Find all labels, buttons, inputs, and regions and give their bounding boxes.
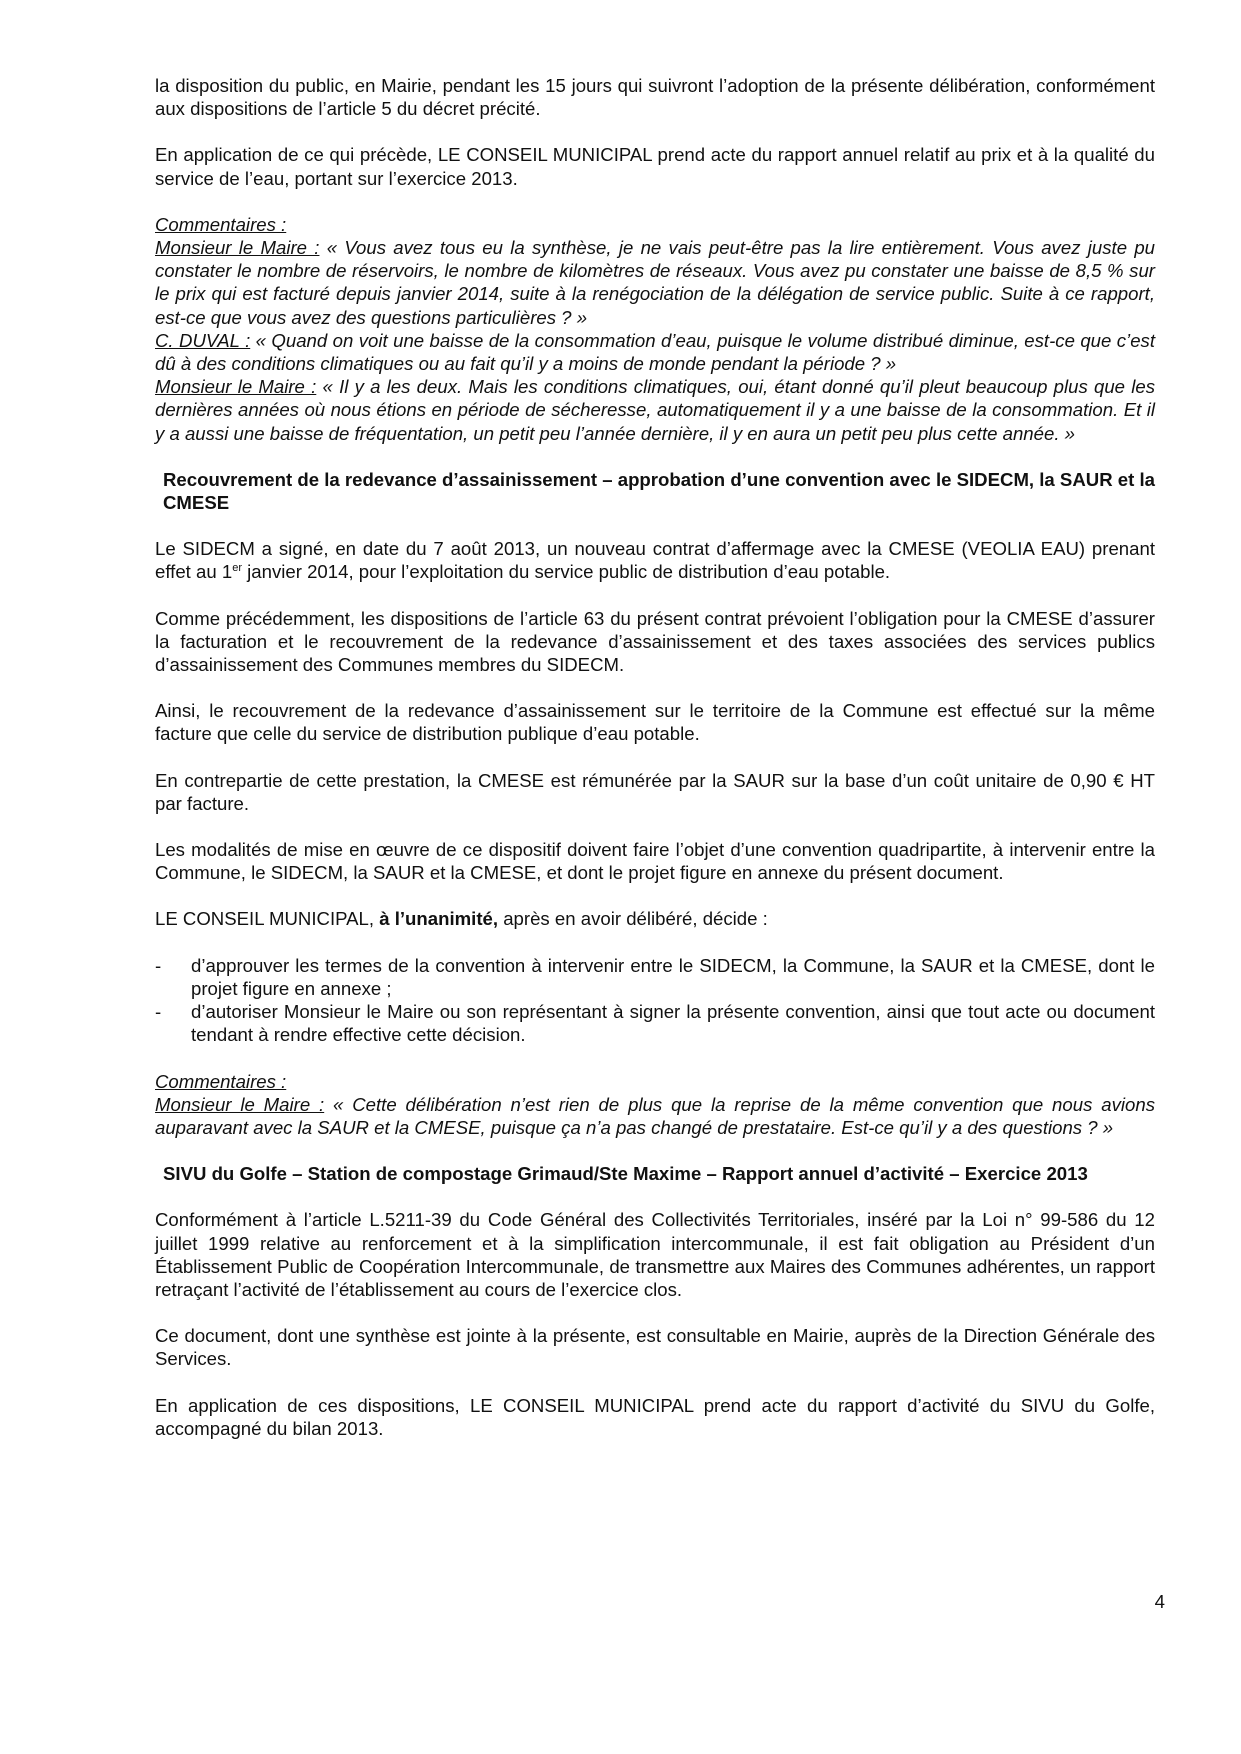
paragraph-7: Les modalités de mise en œuvre de ce dispositif doivent faire l’objet d’une convention quadripartite, à intervenir entre la Commune, le SIDECM, la SAUR et la CMESE, et dont le projet figure en annexe du présent document. [155,839,1155,884]
paragraph-3: Le SIDECM a signé, en date du 7 août 2013, un nouveau contrat d’affermage avec la CMESE (VEOLIA EAU) prenant effet au 1er janvier 2014, pour l’exploitation du service public de distribution d’eau potable. [155,538,1155,583]
comments-block-2 [155,1070,1155,1140]
list-item: - d’approuver les termes de la convention à intervenir entre le SIDECM, la Commune, la SAUR et la CMESE, dont le projet figure en annexe ; [155,954,1155,999]
paragraph-1: la disposition du public, en Mairie, pendant les 15 jours qui suivront l’adoption de la présente délibération, conformément aux dispositions de l’article 5 du décret précité. [155,75,1155,120]
comments-title: Commentaires : [155,1070,287,1092]
paragraph-5: Ainsi, le recouvrement de la redevance d’assainissement sur le territoire de la Commune est effectué sur la même facture que celle du service de distribution publique d’eau potable. [155,700,1155,745]
paragraph-2: En application de ce qui précède, LE CONSEIL MUNICIPAL prend acte du rapport annuel relatif au prix et à la qualité du service de l’eau, portant sur l’exercice 2013. [155,144,1155,189]
comment-mayor-2: Monsieur le Maire : « Il y a les deux. Mais les conditions climatiques, oui, étant donné qu’il pleut beaucoup plus que les dernières années où nous étions en période de sécheresse, automatiquement il y a une baisse de la consommation. Et il y a aussi une baisse de fréquentation, un petit peu l’année dernière, il y en aura un petit peu plus cette année. » [155,376,1155,444]
comment-mayor-1: Monsieur le Maire : « Vous avez tous eu la synthèse, je ne vais peut-être pas la lire entièrement. Vous avez juste pu constater le nombre de réservoirs, le nombre de kilomètres de réseaux. Vous avez pu constater une baisse de 8,5 % sur le prix qui est facturé depuis janvier 2014, suite à la renégociation de la délégation de service public. Suite à ce rapport, est-ce que vous avez des questions particulières ? » [155,237,1155,328]
document-page [155,74,1155,1440]
paragraph-6: En contrepartie de cette prestation, la CMESE est rémunérée par la SAUR sur la base d’un coût unitaire de 0,90 € HT par facture. [155,769,1155,814]
list-item: - d’autoriser Monsieur le Maire ou son représentant à signer la présente convention, ainsi que tout acte ou document tendant à rendre effective cette décision. [155,1001,1155,1046]
paragraph-10: Ce document, dont une synthèse est jointe à la présente, est consultable en Mairie, auprès de la Direction Générale des Services. [155,1325,1155,1370]
paragraph-9: Conformément à l’article L.5211-39 du Code Général des Collectivités Territoriales, inséré par la Loi n° 99-586 du 12 juillet 1999 relative au renforcement et à la simplification intercommunale, il est fait obligation au Président d’un Établissement Public de Coopération Intercommunale, de transmettre aux Maires des Communes adhérentes, un rapport retraçant l’activité de l’établissement au cours de l’exercice clos. [155,1209,1155,1300]
section-heading-recouvrement: Recouvrement de la redevance d’assainissement – approbation d’une convention avec le SIDECM, la SAUR et la CMESE [163,468,1155,514]
paragraph-11: En application de ces dispositions, LE CONSEIL MUNICIPAL prend acte du rapport d’activité du SIVU du Golfe, accompagné du bilan 2013. [155,1394,1155,1439]
section-heading-sivu: SIVU du Golfe – Station de compostage Grimaud/Ste Maxime – Rapport annuel d’activité – Exercice 2013 [163,1163,1088,1185]
paragraph-8: LE CONSEIL MUNICIPAL, à l’unanimité, après en avoir délibéré, décide : [155,908,768,930]
page-number: 4 [1154,1591,1165,1612]
paragraph-4: Comme précédemment, les dispositions de l’article 63 du présent contrat prévoient l’obligation pour la CMESE d’assurer la facturation et le recouvrement de la redevance d’assainissement et des taxes associées des services publics d’assainissement des Communes membres du SIDECM. [155,607,1155,676]
comment-mayor-3: Monsieur le Maire : « Cette délibération n’est rien de plus que la reprise de la même convention que nous avions auparavant avec la SAUR et la CMESE, puisque ça n’a pas changé de prestataire. Est-ce qu’il y a des questions ? » [155,1093,1155,1138]
comments-title: Commentaires : [155,213,287,235]
decision-list [155,954,1155,1047]
comment-duval: C. DUVAL : « Quand on voit une baisse de la consommation d’eau, puisque le volume distribué diminue, est-ce que c’est dû à des conditions climatiques ou au fait qu’il y a moins de monde pendant la période ? » [155,329,1155,375]
comments-block-1 [155,213,1155,445]
